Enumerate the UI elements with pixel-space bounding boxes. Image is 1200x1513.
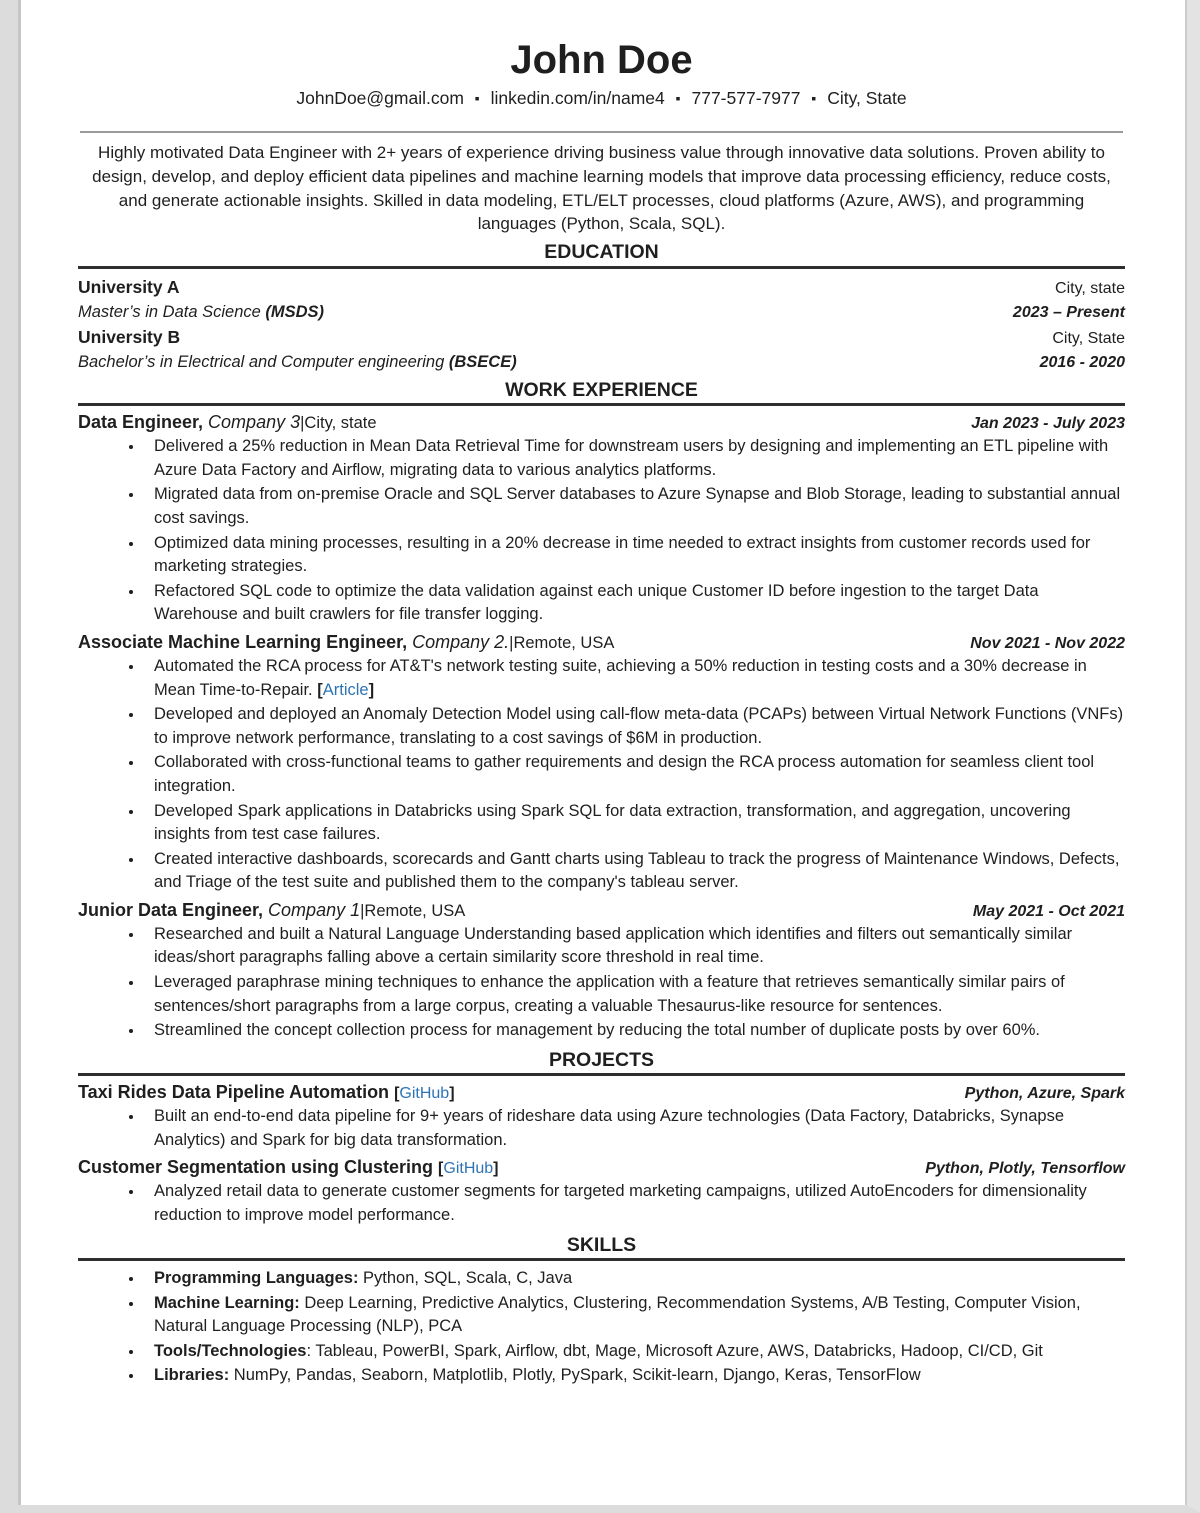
professional-summary: Highly motivated Data Engineer with 2+ years of experience driving business value through innovative data solutions. Proven ability to design, develop, and deploy efficient data pipelines and machine learning models that improve data processing efficiency, reduce costs, and generate actionable insights. Skilled in data modeling, ETL/ELT processes, cloud platforms (Azure, AWS), and programming languages (Python, Scala, SQL). [92, 143, 1111, 234]
project-tech-stack: Python, Plotly, Tensorflow [925, 1160, 1125, 1178]
education-dates: 2016 - 2020 [1039, 354, 1125, 372]
contact-email: JohnDoe@gmail.com [296, 88, 464, 108]
skills-list [78, 1267, 1125, 1388]
project-title: Customer Segmentation using Clustering [78, 1157, 439, 1178]
job-bullet: • Optimized data mining processes, resulting in a 20% decrease in time needed to extract insights from customer records used for marketing strategies. [144, 532, 1125, 579]
school-name: University A [78, 276, 180, 297]
contact-linkedin: linkedin.com/in/name4 [490, 88, 665, 108]
project-entry-customer-segmentation [78, 1157, 1125, 1227]
skill-item [144, 1340, 1125, 1364]
project-entry-taxi-rides [78, 1082, 1125, 1152]
job-bullet: • Developed Spark applications in Databricks using Spark SQL for data extraction, transformation, and aggregation, uncovering insights from test case failures. [144, 800, 1125, 847]
school-location: City, state [1055, 279, 1125, 297]
degree-name [78, 300, 324, 325]
link-bracket: [ [317, 680, 323, 699]
job-entry-company2 [78, 632, 1125, 895]
school-location: City, State [1052, 329, 1125, 347]
link-bracket: ] [493, 1160, 499, 1178]
job-entry-company3 [78, 412, 1125, 627]
bullet-separator-icon: ▪ [675, 90, 681, 106]
header-divider [80, 131, 1123, 133]
job-bullet: • Delivered a 25% reduction in Mean Data Retrieval Time for downstream users by designing and implementing an ETL pipeline with Azure Data Factory and Airflow, migrating data to various analytics platforms. [144, 435, 1125, 482]
section-heading-skills: SKILLS [566, 1233, 637, 1256]
skill-item [144, 1292, 1125, 1339]
project-bullet: • Built an end-to-end data pipeline for 9+ years of rideshare data using Azure technologies (Data Factory, Databricks, Synapse Analytics) and Spark for big data transformation. [144, 1105, 1125, 1152]
job-header [78, 412, 1125, 433]
candidate-name: John Doe [510, 38, 693, 82]
job-bullet: • Developed and deployed an Anomaly Detection Model using call-flow meta-data (PCAPs) between Virtual Network Functions (VNFs) to improve network performance, translating to a cost savings of $6M in production. [144, 703, 1125, 750]
job-bullet: • Refactored SQL code to optimize the data validation against each unique Customer ID before ingestion to the target Data Warehouse and built crawlers for file transfer logging. [144, 580, 1125, 627]
job-dates: Jan 2023 - July 2023 [971, 415, 1125, 433]
skill-values: NumPy, Pandas, Seaborn, Matplotlib, Plotly, PySpark, Scikit-learn, Django, Keras, TensorFlow [229, 1366, 921, 1385]
skills-rule [78, 1258, 1125, 1261]
job-bullet-list [78, 923, 1125, 1043]
pipe-separator: | [509, 633, 514, 652]
job-header [78, 632, 1125, 653]
link-bracket: ] [368, 680, 375, 699]
job-title-line [78, 412, 377, 433]
link-bracket: [ [394, 1085, 400, 1103]
job-bullet: • Collaborated with cross-functional teams to gather requirements and design the RCA process automation for seamless client tool integration. [144, 751, 1125, 798]
projects-rule [78, 1073, 1125, 1076]
job-bullet-list [78, 655, 1125, 895]
skill-category-label: Machine Learning: [154, 1293, 300, 1312]
skill-item [144, 1364, 1125, 1388]
section-heading-experience: WORK EXPERIENCE [505, 378, 698, 401]
job-bullet: • Leveraged paraphrase mining techniques to enhance the application with a feature that retrieves semantically similar pairs of sentences/short paragraphs from a large corpus, creating a valuable Thesaurus-like resource for sentences. [144, 971, 1125, 1018]
education-dates: 2023 – Present [1012, 303, 1125, 321]
article-link[interactable]: Article [322, 680, 369, 699]
job-title: Associate Machine Learning Engineer, [78, 631, 408, 652]
job-title-line [78, 632, 614, 653]
job-dates: Nov 2021 - Nov 2022 [970, 634, 1125, 652]
job-bullet: • Researched and built a Natural Language Understanding based application which identifies and filters out semantically similar ideas/short paragraphs falling above a certain similarity score threshold in real time. [144, 923, 1125, 970]
degree-name [78, 350, 517, 375]
link-bracket: [ [438, 1160, 444, 1178]
contact-phone: 777-577-7977 [691, 88, 801, 108]
education-degree-row [78, 350, 1125, 375]
project-header [78, 1157, 1125, 1178]
project-bullet-list [78, 1105, 1125, 1152]
job-location: Remote, USA [513, 633, 615, 652]
project-tech-stack: Python, Azure, Spark [964, 1085, 1125, 1103]
experience-rule [78, 403, 1125, 406]
job-bullet-list [78, 435, 1125, 627]
education-degree-row [78, 300, 1125, 325]
education-entry-row [78, 325, 1125, 350]
github-link[interactable]: GitHub [399, 1085, 450, 1103]
bullet-separator-icon: ▪ [474, 90, 480, 106]
section-heading-projects: PROJECTS [548, 1048, 655, 1071]
education-section [78, 275, 1125, 375]
contact-line [78, 88, 1125, 109]
section-heading-education: EDUCATION [544, 241, 659, 264]
contact-location: City, State [827, 88, 907, 108]
job-header [78, 900, 1125, 921]
skill-category-label: Programming Languages: [154, 1268, 359, 1287]
job-bullet: • Streamlined the concept collection process for management by reducing the total number of duplicate posts by over 60%. [144, 1019, 1125, 1043]
job-company: Company 2. [407, 631, 510, 652]
bullet-text: Automated the RCA process for AT&T's network testing suite, achieving a 50% reduction in testing costs and a 30% decrease in Mean Time-to-Repair. [154, 656, 1087, 699]
school-name: University B [78, 326, 181, 347]
degree-abbr: (BSECE) [448, 353, 517, 372]
job-company: Company 1 [263, 899, 361, 920]
education-entry-row [78, 275, 1125, 300]
degree-abbr: (MSDS) [265, 302, 325, 321]
job-title: Junior Data Engineer, [78, 899, 264, 920]
link-bracket: ] [449, 1085, 455, 1103]
job-title-line [78, 900, 465, 921]
job-entry-company1 [78, 900, 1125, 1043]
job-title: Data Engineer, [78, 412, 204, 433]
skill-category-label: Libraries: [154, 1366, 230, 1385]
job-dates: May 2021 - Oct 2021 [972, 902, 1125, 920]
pipe-separator: | [300, 414, 305, 433]
degree-text: Master’s in Data Science [78, 302, 266, 321]
bullet-separator-icon: ▪ [811, 90, 817, 106]
project-header [78, 1082, 1125, 1103]
education-rule [78, 266, 1125, 269]
project-bullet: • Analyzed retail data to generate customer segments for targeted marketing campaigns, utilized AutoEncoders for dimensionality reduction to improve model performance. [144, 1180, 1125, 1227]
github-link[interactable]: GitHub [443, 1160, 494, 1178]
degree-text: Bachelor’s in Electrical and Computer engineering [78, 353, 449, 372]
job-bullet-with-link [144, 655, 1125, 702]
project-title-line [78, 1082, 455, 1103]
skill-item [144, 1267, 1125, 1291]
job-location: City, state [304, 414, 377, 433]
pipe-separator: | [360, 901, 365, 920]
project-title: Taxi Rides Data Pipeline Automation [78, 1082, 395, 1103]
skill-values: Python, SQL, Scala, C, Java [358, 1268, 573, 1287]
job-location: Remote, USA [364, 901, 466, 920]
job-bullet: • Migrated data from on-premise Oracle and SQL Server databases to Azure Synapse and Blob Storage, leading to substantial annual cost savings. [144, 483, 1125, 530]
job-company: Company 3 [203, 412, 301, 433]
job-bullet: • Created interactive dashboards, scorecards and Gantt charts using Tableau to track the progress of Maintenance Windows, Defects, and Triage of the test suite and published them to the company's tableau server. [144, 848, 1125, 895]
skill-values: Deep Learning, Predictive Analytics, Clustering, Recommendation Systems, A/B Testing, Computer Vision, Natural Language Processing (NLP), PCA [154, 1293, 1081, 1336]
skill-values: : Tableau, PowerBI, Spark, Airflow, dbt, Mage, Microsoft Azure, AWS, Databricks, Hadoop, CI/CD, Git [306, 1341, 1043, 1360]
project-bullet-list [78, 1180, 1125, 1227]
skill-category-label: Tools/Technologies [154, 1341, 307, 1360]
resume-content [18, 0, 1187, 1388]
project-title-line [78, 1157, 499, 1178]
